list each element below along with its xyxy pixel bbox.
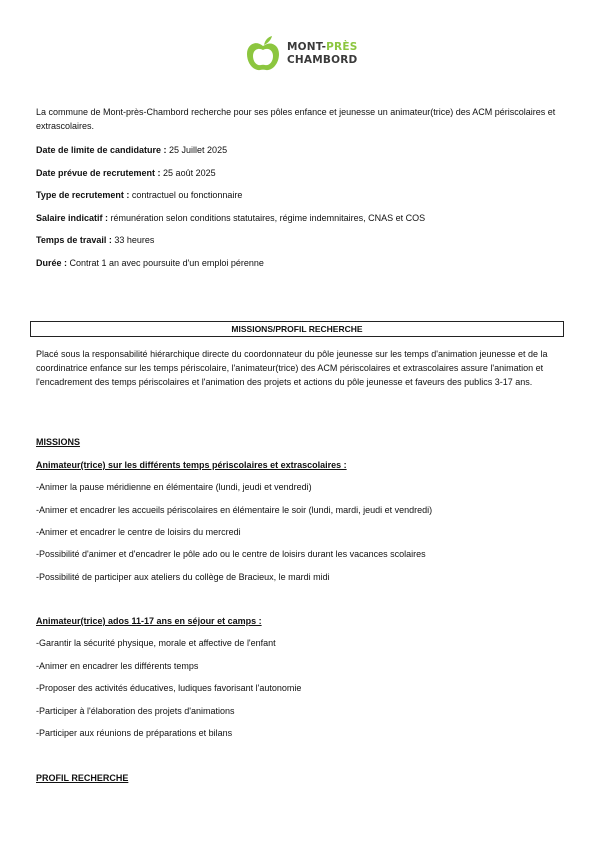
logo-line-2: CHAMBORD	[287, 54, 358, 66]
detail-duration: Durée : Contrat 1 an avec poursuite d'un emploi pérenne	[36, 258, 264, 268]
list-item: -Participer à l'élaboration des projets d'animations	[36, 706, 235, 716]
role-description: Placé sous la responsabilité hiérarchique directe du coordonnateur du pôle jeunesse sur les temps d'animation jeunesse et de la coordinatrice enfance sur les temps périscolaire, l'animateur(trice) des ACM périscolaires et extrascolaires assure l'animation et l'encadrement des temps périscolaires et l'animation des projets et actions du pôle jeunesse et faveurs des publics 3-17 ans.	[36, 349, 548, 387]
group2-heading: Animateur(trice) ados 11-17 ans en séjour et camps :	[36, 616, 262, 626]
detail-working-time: Temps de travail : 33 heures	[36, 235, 155, 245]
list-item: -Possibilité de participer aux ateliers du collège de Bracieux, le mardi midi	[36, 572, 330, 582]
detail-salary: Salaire indicatif : rémunération selon conditions statutaires, régime indemnitaires, CNAS et COS	[36, 213, 426, 223]
detail-deadline: Date de limite de candidature : 25 Juillet 2025	[36, 145, 228, 155]
logo-line-1: MONT-PRÈS	[287, 41, 358, 53]
list-item: -Animer et encadrer les accueils périscolaires en élémentaire le soir (lundi, mardi, jeudi et vendredi)	[36, 505, 433, 515]
list-item: -Animer en encadrer les différents temps	[36, 661, 199, 671]
list-item: -Proposer des activités éducatives, ludiques favorisant l'autonomie	[36, 683, 302, 693]
list-item: -Possibilité d'animer et d'encadrer le pôle ado ou le centre de loisirs durant les vacances scolaires	[36, 549, 426, 559]
detail-recruitment-date: Date prévue de recrutement : 25 août 2025	[36, 168, 216, 178]
profil-heading: PROFIL RECHERCHE	[36, 773, 129, 783]
missions-heading: MISSIONS	[36, 437, 81, 447]
mont-pres-chambord-logo	[243, 35, 363, 75]
list-item: -Animer et encadrer le centre de loisirs du mercredi	[36, 527, 241, 537]
intro-paragraph: La commune de Mont-près-Chambord recherche pour ses pôles enfance et jeunesse un animateur(trice) des ACM périscolaires et extrascolaires.	[36, 107, 556, 131]
list-item: -Garantir la sécurité physique, morale et affective de l'enfant	[36, 638, 276, 648]
list-item: -Animer la pause méridienne en élémentaire (lundi, jeudi et vendredi)	[36, 482, 312, 492]
detail-recruitment-type: Type de recrutement : contractuel ou fonctionnaire	[36, 190, 243, 200]
group1-heading: Animateur(trice) sur les différents temps périscolaires et extrascolaires :	[36, 460, 347, 470]
section-title-box: MISSIONS/PROFIL RECHERCHE	[30, 321, 564, 337]
apple-icon	[243, 35, 283, 75]
list-item: -Participer aux réunions de préparations et bilans	[36, 728, 233, 738]
